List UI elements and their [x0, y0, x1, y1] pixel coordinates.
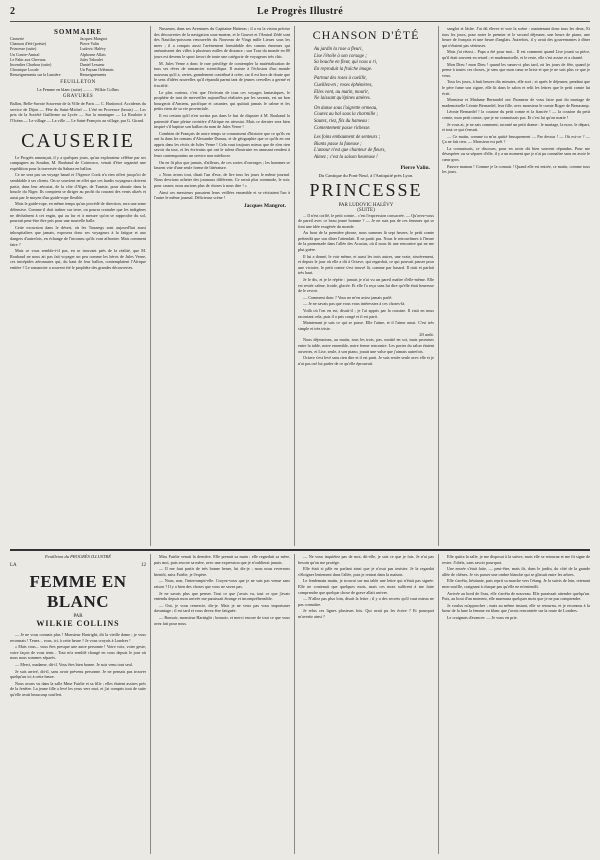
princesse-body	[298, 213, 434, 332]
sommaire-author: Jacques Mangrot	[80, 36, 108, 41]
verse-line: Sa bouche en fleur, qui vous a ri,	[314, 60, 378, 66]
verse-line: Sautez, riez, fils du hameau :	[314, 118, 370, 124]
feuilleton-entry: La Femme en blanc (suite) .......... Wilkie Collins	[37, 86, 119, 92]
paragraph: sanglot et lâche. J'ai dû élever et voir la scène : maintenant donc tous les deux, Et tous les jours, pour noter le premier et le second déjeuner, une heure de piano, une heure de français et une heure d'anglais. Autrefois, il y avait des gouvernantes à dîner qui n'étaient pas sérieuses.	[442, 26, 590, 48]
feuilleton-column-2	[154, 554, 290, 854]
causerie-continuation	[154, 26, 290, 201]
paragraph: Elle s'arrêta, hésitante, puis reprit sa marche vers l'étang. Je la suivis de loin, retenant mon souffle, craignant à chaque pas qu'elle ne m'entendît.	[442, 578, 590, 589]
sommaire-item: Chronique Locale	[10, 67, 39, 73]
sommaire-author: Jules Taboulet	[80, 56, 103, 62]
paragraph: Il lui a donné, le voir même, et aussi les trois autres, une vraie, sincèrement, et depuis le jour où elle a dit à Octave, qui regardait, ce qui pouvait passer pour une victoire, le petit comte s'est trouvé là, comme par hasard. Il riait et parlait très haut.	[298, 253, 434, 276]
chanson-credit: Du Cantique du Pont-Neuf, à l'Antiquité près Lyon.	[318, 172, 414, 178]
paragraph: Cette excursion dans le désert, où les Touaregs sont aujourd'hui aussi inhospitaliers que jamais, exposera donc ses voyageurs à la fatigue et aux dangers d'autrefois, en échange de l'inconnu qu'ils vont affronter. Mais comment faire ?	[10, 224, 146, 247]
verse-line: En reproduit la fraîche image.	[314, 66, 373, 72]
sommaire-left	[10, 36, 76, 78]
verse-line: Biants passe la faneuse ;	[314, 141, 362, 147]
chanson-signature: Pierre Valin.	[400, 164, 430, 171]
column-divider	[294, 26, 295, 546]
column-4	[442, 26, 590, 546]
paragraph: Au bout de la première phrase, nous sommes là sept heures, le petit comte prétendit que son dîner l'attendait. Il ne partit pas. Nous le retrouvâmes à l'heure de la promenade dans l'allée des Acacias, où il nous fit une rencontre qui ne me plut guère.	[298, 230, 434, 253]
causerie-body	[10, 155, 146, 271]
stanza	[314, 135, 434, 161]
column-2	[154, 26, 290, 546]
sommaire-author: Pierre Valin	[80, 41, 99, 47]
paragraph: Nous déjeunions, au matin, tous les trois, pas, moitié en soi, mais promises entre la table, notre ensemble, notre ferme rencontre. Les portes du salon étaient ouvertes, et Lise, seule, à son piano, jouait une valse que j'aimais autrefois.	[298, 337, 434, 354]
paragraph: — Ne vous inquiétez pas de moi, dit-elle, je sais ce que je fais. Je n'ai pas besoin qu'on me protège.	[298, 554, 434, 565]
page-number: 2	[10, 6, 15, 17]
paragraph: Le Progrès annonçait, il y a quelques jours, qu'un explorateur célèbre par ses campagnes au Soudan, M. Roubaud de Coirnosco, venait d'être organisé une expédition pour la traversée du Sahara en ballon.	[10, 154, 146, 171]
feuilleton-head-row	[10, 563, 146, 568]
sommaire-item: Renseignements sur la Lumière	[10, 72, 61, 78]
paragraph: Monsieur et Madame Bernardel ont l'honneur de vous faire part du mariage de mademoiselle Léonie Bernardel, leur fille, avec monsieur le comte Roger de Beaucamp.	[442, 97, 590, 108]
paragraph: Je voulus m'approcher ; mais au même instant, elle se retourna, et je reconnus à la lueur de la lune la femme en blanc que j'avais rencontrée sur la route de Londres.	[442, 602, 590, 614]
paragraph: Une entrée s'était faite, — peut-être, mais ils, dans le jardin, du côté de la grande allée de chênes. Je vis passer une ombre blanche qui se glissait entre les arbres.	[442, 566, 590, 577]
sommaire-author: Alphonse Allais	[80, 51, 106, 57]
verse-line: Contentement passe richesse.	[314, 125, 371, 131]
feuilleton-author: WILKIE COLLINS	[36, 619, 120, 628]
paragraph: M. Jules Verne a donc le rare privilège de contempler la matérialisation de tous ses rêves de romancier scientifique. Il assiste à l'éclosion d'un monde nouveau qu'il a, certes, grandement contribué à créer, car il est hors de doute que le sens d'idées nouvelles qu'il répandit parmi tant de jeunes cervelles a germé et fructifié.	[154, 60, 290, 88]
page-header	[10, 6, 590, 20]
paragraph: Voilà où l'on en est, disait-il ; je l'ai appris par la cousine. Il riait en nous racontant cela, puis il a pris congé et il est parti.	[298, 308, 434, 319]
princesse-date: 20 août.	[419, 332, 434, 338]
feuilleton-title: FEMME EN BLANC	[29, 572, 127, 611]
stanza	[314, 76, 434, 102]
sommaire-right	[80, 36, 146, 78]
paragraph: Mais ce vous semble-t-il pas, en se trouvant près de la réalité, que M. Roubaud ne nous ait pas fait voyager un peu comme les héros de Jules Verne, ces intrépides aéronautes qui, du haut de leur ballon, contemplaient l'Afrique entière ? Le romancier a souvent été le prophète des grandes découvertes.	[10, 248, 146, 270]
paragraph: Arrivée au bord de l'eau, elle s'arrêta de nouveau. Elle paraissait attendre quelqu'un. Puis, au bout d'un moment, elle murmura quelques mots que je ne pus comprendre.	[442, 590, 590, 602]
paragraph: Je le dis, et je le répète : jamais je n'ai vu un pareil maître d'elle-même. Elle est restée calme, froide, glacée. Et elle l'a reçu sans lui dire qu'elle était heureuse de le revoir.	[298, 277, 434, 294]
feuilleton-rule	[10, 549, 590, 551]
header-rule	[10, 21, 590, 22]
sommaire-author: Ludovic Halévy	[80, 46, 106, 52]
sommaire-item: Causerie	[10, 36, 24, 41]
princesse-continuation	[442, 26, 590, 175]
verse-line: On danse sous l'aigrette ormeau,	[314, 105, 378, 111]
masthead: Le Progrès Illustré	[256, 6, 344, 17]
princesse-byline: PAR LUDOVIC HALÉVY	[338, 202, 394, 208]
paragraph: Ce ne sera pas un voyage banal et l'Agence Cook n'a rien offert jusqu'ici de semblable à ses clients. On se souvient en effet que ces hardis voyageurs doivent partir, dans leur aérostat, de la côte d'Alger, de Tunisie, pour aboutir dans la boucle du Niger. Ils comptent se diriger au profit du courant des vents alizés et aussi par le moyen d'un guide-rope flexible.	[10, 172, 146, 200]
verse-line: Courez au bal sous la charmille ;	[314, 112, 379, 118]
paragraph: Je relus ces lignes plusieurs fois. Qui avait pu les écrire ? Et pourquoi m'avertir ainsi ?	[298, 608, 434, 619]
verse-line: Partout des roses à cueillir,	[314, 76, 367, 82]
paragraph: On en lit plus que jamais, d'ailleurs, de ces sortes d'ouvrages ; les hommes se lassent vite d'une seule forme de littérature.	[154, 159, 290, 171]
paragraph: — Comment donc ? Vous ne m'en aviez jamais parlé.	[303, 294, 393, 300]
princesse-title: PRINCESSE	[309, 179, 423, 200]
paragraph: Tous les jours, à huit heures dix minutes, elle sort ; et après le déjeuner, pendant que le père fume son cigare, elle lit dans le salon et relit les lettres que le petit comte lui écrit.	[442, 79, 590, 96]
sommaire-author: Un Paysan Orléanais	[80, 67, 114, 73]
paragraph: Octave s'est levé sans rien dire et il est parti. Je suis restée seule avec elle et je n'ai pas osé lui parler de ce qu'elle éprouvait.	[298, 355, 434, 366]
feuilleton-number: 12	[141, 563, 146, 568]
paragraph: Elle quitta la salle, je me disposai à la suivre, mais elle se retourna et me fit signe de rester. J'obéis, sans savoir pourquoi.	[442, 554, 590, 565]
paragraph: Je ne savais plus que penser. Tout ce que j'avais vu, tout ce que j'avais entendu depuis mon arrivée me paraissait étrange et incompréhensible.	[154, 590, 290, 602]
paragraph: Nous avons vu dans la salle Mme Fairlie et sa fille ; elles étaient assises près de la fenêtre. La jeune fille a levé les yeux vers moi, et j'ai compris tout de suite qu'elle avait beaucoup souffert.	[10, 680, 146, 697]
column-divider	[294, 554, 295, 854]
feuilleton-la: LA	[10, 563, 17, 568]
paragraph: — N'allez pas plus loin, disait la lettre ; il y a des secrets qu'il vaut mieux ne pas connaître.	[298, 596, 434, 607]
verse-line: Au jardin la rose a fleuri,	[314, 47, 363, 52]
column-1	[10, 26, 146, 546]
column-3	[298, 26, 434, 546]
paragraph: Maintenant je sais ce qui se passe. Elle l'aime, et il l'aime aussi. C'est très simple et très triste.	[298, 320, 434, 331]
paragraph: Nusseum, dans ses Aventures du Capitaine Hatteras ; il a vu la vision précise des découvertes de la navigation sous-marine, et le Gouvet et l'Amiral Zédé sont des Nautilus-poissons renouvelés du Nouveau de Vingt mille Lieues sous les mers ; il a conquis aussi l'avènement formidable des canons énormes qui anéantissent des villes à plusieurs milles de distance ; son Tour du monde en 80 jours est devenu le sport favori de toute une catégorie de voyageurs très chic.	[154, 26, 290, 59]
sommaire-title: SOMMAIRE	[53, 28, 103, 36]
verse-line: Ne laissant qu'épines amères.	[314, 96, 371, 102]
paragraph: Je suis arrivé, dit-il, sans avoir prévenu personne. Je ne pensais pas trouver quelqu'un ici à cette heure.	[10, 668, 146, 680]
verse-line: L'amour n'est que chanteur de fleurs,	[314, 148, 386, 154]
feuilleton-column-3	[298, 554, 434, 854]
feuilleton-column-1	[10, 554, 146, 854]
stanza	[314, 106, 434, 132]
verse-line: Aimez ; c'est la saison heureuse !	[314, 154, 378, 160]
paragraph: Le plus curieux, c'est que l'écrivain de tous ces voyages fantastiques, le prophète de tant de merveilles aujourd'hui réalisées par les savants, est un bon bourgeois d'Amiens, pacifique et casanier, qui quittait jamais le calme et les petits riens de sa vie provinciale.	[154, 89, 290, 112]
feuilleton-column-4	[442, 554, 590, 854]
feuilleton-note: Feuilleton du PROGRÈS ILLUSTRÉ	[44, 554, 112, 559]
paragraph: — Merci, madame, dit-il. Vous êtes bien bonne. Je suis venu tout seul.	[15, 661, 133, 667]
sommaire-list	[10, 36, 146, 78]
princesse-body-after	[298, 337, 434, 366]
causerie-title: CAUSERIE	[21, 129, 135, 152]
paragraph: La connaissais, ce discours, pour en avoir dit bien souvent répandus. Pour me désespérer ou se séparer d'elle, il y a un moment que je n'ai pu connaître sans en avoir le cœur gros.	[442, 145, 590, 163]
paragraph: Combien de Français de notre temps se connaissent d'histoire que ce qu'ils en ont lu dans les romans d'Alexandre Dumas, et de géographie que ce qu'ils en ont appris dans les récits de Jules Verne ! Cela vaut toujours mieux que de n'en rien savoir du tout, et les écrivains qui ont le talent d'instruire en amusant rendent à leurs contemporains un service non médiocre.	[154, 130, 290, 159]
sommaire-author: Renseignements	[80, 72, 107, 78]
column-divider	[438, 26, 439, 546]
verse-line: Lise l'étoile à son corsage ;	[314, 53, 367, 59]
sommaire-author: Daniel Lesueur	[80, 62, 105, 68]
sommaire-item: Princesse (suite)	[10, 46, 37, 52]
sommaire-item: Un Contre-Amiral	[10, 51, 40, 57]
paragraph: — Je ne savais pas que vous vous intéressiez à ces choses-là.	[303, 301, 406, 307]
paragraph: Miss Fairlie venait la dernière. Elle prenait sa main ; elle regardait sa mère, puis moi, puis encore sa mère, avec une expression que je n'oublierai jamais.	[154, 554, 290, 565]
feuilleton-text	[10, 632, 146, 698]
paragraph: Il est certain qu'il n'en sortira pas dans le but de disputer à M. Roubaud la paternité d'une pleine croisière d'Afrique en aérostat. Mais ce dernier sera bien inspiré s'il baptise son ballon du nom de Jules Verne !	[154, 112, 290, 130]
column-divider	[150, 554, 151, 854]
paragraph: Elle était si pâle en parlant ainsi que je n'osai pas insister. Je la regardai s'éloigner lentement dans l'allée, puis je rentrai dans la maison.	[298, 566, 434, 577]
causerie-signature: Jacques Mangrot.	[243, 202, 286, 209]
paragraph: Le lendemain matin, je trouvai sur ma table une lettre qui n'était pas signée. Elle ne contenait que quelques mots, mais ces mots suffirent à me faire comprendre que quelque chose de grave allait arriver.	[298, 578, 434, 595]
verse-line: Les foins embaument de senteurs ;	[314, 135, 381, 141]
gravures-heading: GRAVURES	[62, 94, 94, 100]
feuilleton-par: PAR	[73, 614, 83, 619]
column-divider	[438, 554, 439, 854]
paragraph: « Mais vous... vous êtes presque une autre personne ! Votre voix, votre geste, votre façon de vous tenir... Tout m'a semblé changé en vous depuis le jour où nous nous sommes séparés.	[10, 644, 146, 661]
paragraph: — Je ne vous connais plus ! Monsieur Hartright, dit la vieille dame ; je vous reconnais ! Tenez... vous, ici, à cette heure ? Je vous croyais à Londres !	[10, 632, 146, 643]
paragraph: — Oui, je vous remercie, dis-je. Mais je ne veux pas vous importuner davantage ; il est tard et vous devez être fatiguée.	[154, 602, 290, 614]
feuilleton-heading: FEUILLETON	[60, 79, 96, 85]
sommaire-item: Incendies Charbon (suite)	[10, 62, 52, 68]
paragraph: Pauvre maman ! Comme je la connais ! Quand elle est entrée, ce matin, comme tous les jours.	[442, 163, 590, 175]
princesse-suite: (SUITE)	[357, 207, 375, 213]
sommaire-item: Chanson d'été (poésie)	[10, 41, 47, 47]
paragraph: Le craignais d'avancer. — Je vous en prie.	[447, 614, 518, 620]
paragraph: « Nous avons tout, disait l'un d'eux, de lire tous les jours le même journal. Nous devrions acheter des journaux différents. Ce serait plus commode, le soir, pour causer, nous aurions plus de choses à nous dire ! »	[154, 171, 290, 189]
sommaire-item: Le Fakir aux Chevaux	[10, 56, 46, 62]
gravures-text: Ballon, Belle-Savoie Souvenir de la Ville de Paris — C. Haritonof. Accidents du service de Dijon — Fête du Saint-Michel — L'été en Provence (bouts) — Les prix de la Société Guillerme au Lycée — Sur la montagne — La Roulotte à l'Océan — Le village — La ville — Le Saint-François au village, par G. Girard.	[10, 101, 146, 123]
paragraph: Mais j'ai réussi... Papa a été pour moi... Il est comment quand Lise jouait sa pièce, qu'il était souvent en retard ; et mademoiselle, et le reste, elle s'est assise et a chanté.	[442, 49, 590, 60]
paragraph: — Il me faut partir de très bonne heure, lui dis-je ; nous nous reverrons bientôt, miss Fairlie, je l'espère.	[154, 566, 290, 577]
paragraph: — Bonsoir, monsieur Hartright ; bonsoir, et merci encore de tout ce que vous avez fait pour nous.	[154, 614, 290, 626]
paragraph: Ainsi ces messieurs passaient leurs veillées ensemble et se récitaient l'un à l'autre le même journal. Délicieuse scène !	[154, 189, 290, 201]
paragraph: Léonie Bernardel ! la cousine du petit comte et la fiancée ! — la cousine du petit comte, mon petit comte, que je ne connaissais pas. Et c'est lui qu'on marie !	[442, 109, 590, 120]
paragraph: Mais le guide-rope, en même temps qu'un procédé de direction, sera une arme défensive. Comme il doit traîner sur terre, on pourra craindre que les indigènes ne déchaînent à cet engin, qui au fur et à mesure qu'on se rapproche du sol, pourrait peut-être être pris pour une nouvelle balle.	[10, 201, 146, 224]
verse-line: Cueillez-en ; roses éphémères,	[314, 82, 373, 88]
paragraph: — Nous, non, l'interrompit-elle. Croyez-vous que je ne suis pas venue sans raison ? Il y a bien des choses que vous ne savez pas.	[154, 578, 290, 589]
verse-line: Elles vont, au matin, mourir,	[314, 89, 369, 95]
stanza	[314, 47, 434, 73]
paragraph: Je vous ai, je ne sais comment, raconté un petit drame : le mariage, la noce, le départ, et tout ce qui s'ensuit.	[442, 121, 590, 133]
chanson-verses	[298, 47, 434, 162]
paragraph: — Ce matin, comme tu m'as quitté brusquement — Par dessus ! — Où est-ce ? — Ça ne fait rien. — Monsieur est prêt ?	[442, 133, 590, 145]
column-divider	[150, 26, 151, 546]
paragraph: Mon Dieu ! mon Dieu ! quand les sœurs-ci plus tard, où les jours de fête, quand je pense à toutes ces choses, je sens que mon cœur se brise et que je ne sais plus ce que je veux.	[442, 61, 590, 78]
paragraph: ... Il n'est coiffé, le petit comte... c'est l'expression consacrée. — Qu'avez-vous de pareil avec ce beau jeune homme ? — Je ne suis pas de ces femmes qui se font une idée exagérée du monde.	[298, 212, 434, 229]
chanson-title: CHANSON D'ÉTÉ	[312, 28, 420, 42]
